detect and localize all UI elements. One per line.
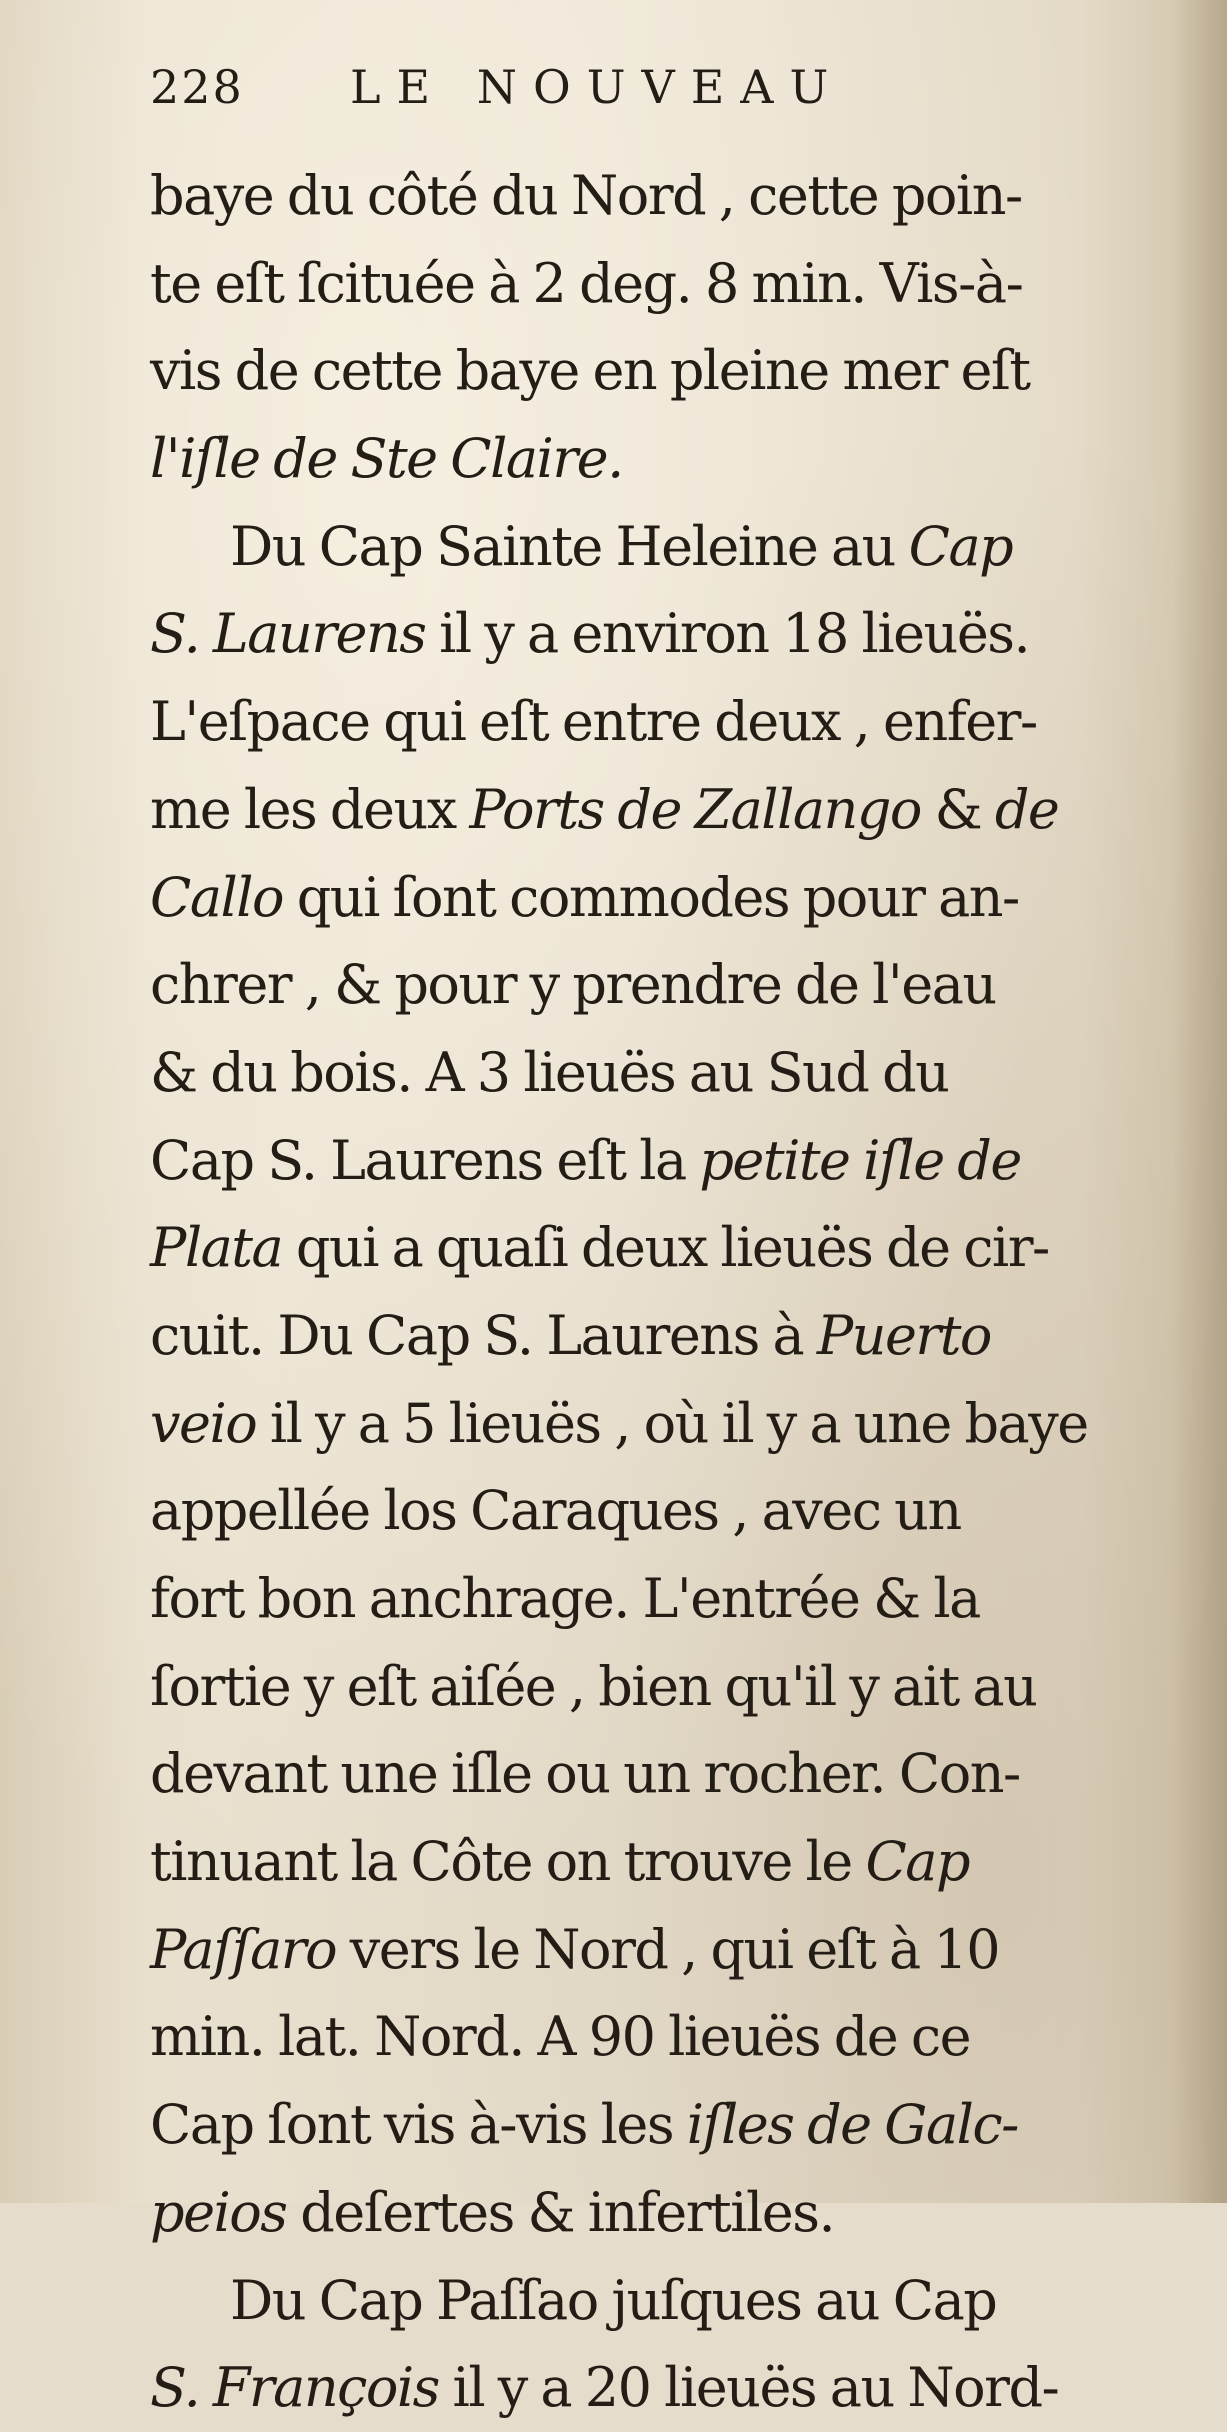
text-line [150, 503, 1180, 591]
text-segment: l'iſle de Ste Claire. [150, 427, 623, 491]
text-segment: S. François [150, 2356, 439, 2420]
text-line [150, 1029, 1180, 1117]
text-segment: ſortie y eſt aiſée , bien qu'il y ait au [150, 1654, 1037, 1718]
text-segment: Cap S. Laurens eſt la [150, 1128, 700, 1192]
text-segment: il y a 5 lieuës , où il y a une baye [256, 1391, 1088, 1455]
text-segment: Cap ſont vis à-vis les [150, 2093, 687, 2157]
text-segment: qui a quaſi deux lieuës de cir- [282, 1216, 1049, 1280]
text-segment: qui ſont commodes pour an- [283, 865, 1019, 929]
text-line [150, 2081, 1180, 2169]
page-number: 228 [150, 60, 244, 114]
text-segment: cuit. Du Cap S. Laurens à [150, 1303, 817, 1367]
running-title: LE NOUVEAU [350, 60, 845, 114]
text-segment: chrer , & pour y prendre de l'eau [150, 953, 996, 1017]
text-segment: tinuant la Côte on trouve le [150, 1830, 866, 1894]
text-segment: Cap [865, 1830, 970, 1894]
text-line [150, 1467, 1180, 1555]
text-line [150, 1643, 1180, 1731]
text-segment: vis de cette baye en pleine mer eſt [150, 339, 1030, 403]
text-segment: de [994, 777, 1059, 841]
text-line [150, 1818, 1180, 1906]
text-segment: L'eſpace qui eſt entre deux , enfer- [150, 690, 1037, 754]
text-line [150, 1906, 1180, 1994]
text-block [150, 60, 1180, 2432]
text-segment: il y a environ 18 lieuës. [425, 602, 1030, 666]
text-line [150, 1993, 1180, 2081]
text-segment: Puerto [816, 1303, 991, 1367]
text-line [150, 941, 1180, 1029]
page-edge-shadow [1172, 0, 1227, 2203]
text-line [150, 2169, 1180, 2257]
text-segment: Callo [150, 865, 284, 929]
text-segment: Cap [908, 514, 1013, 578]
text-line [150, 2257, 1180, 2345]
text-segment: petite iſle de [699, 1128, 1021, 1192]
text-segment: Du Cap Paſſao juſques au Cap [230, 2268, 997, 2332]
text-segment: S. Laurens [150, 602, 426, 666]
text-line [150, 1730, 1180, 1818]
text-line [150, 1117, 1180, 1205]
text-segment: & [920, 777, 995, 841]
text-line [150, 678, 1180, 766]
text-segment: fort bon anchrage. L'entrée & la [150, 1567, 980, 1630]
text-segment: devant une iſle ou un rocher. Con- [150, 1742, 1020, 1806]
page-header [150, 60, 1180, 152]
text-segment: & du bois. A 3 lieuës au Sud du [150, 1040, 949, 1104]
text-segment: deſertes & infertiles. [286, 2180, 835, 2244]
text-segment: te eſt ſcituée à 2 deg. 8 min. Vis-à- [150, 251, 1023, 315]
text-line [150, 1555, 1180, 1643]
text-segment: Du Cap Sainte Heleine au [230, 514, 909, 578]
text-segment: peios [150, 2180, 287, 2244]
text-line [150, 327, 1180, 415]
text-segment: baye du côté du Nord , cette poin- [150, 164, 1022, 227]
text-line [150, 152, 1180, 240]
body-text [150, 152, 1180, 2432]
text-line [150, 1204, 1180, 1292]
text-line [150, 1292, 1180, 1380]
text-line [150, 590, 1180, 678]
text-line [150, 2344, 1180, 2432]
text-segment: iſles de Galc- [686, 2093, 1018, 2157]
text-segment: Plata [150, 1216, 283, 1280]
text-segment: veio [150, 1391, 257, 1455]
text-segment: me les deux [150, 777, 470, 841]
text-line [150, 415, 1180, 503]
text-segment: Ports de Zallango [469, 777, 921, 841]
text-segment: vers le Nord , qui eſt à 10 [336, 1917, 1000, 1981]
text-line [150, 1380, 1180, 1468]
text-segment: il y a 20 lieuës au Nord- [438, 2356, 1059, 2420]
text-segment: min. lat. Nord. A 90 lieuës de ce [150, 2005, 971, 2069]
text-line [150, 240, 1180, 328]
text-line [150, 854, 1180, 942]
text-line [150, 766, 1180, 854]
text-segment: appellée los Caraques , avec un [150, 1479, 961, 1543]
text-segment: Paſſaro [150, 1917, 337, 1981]
